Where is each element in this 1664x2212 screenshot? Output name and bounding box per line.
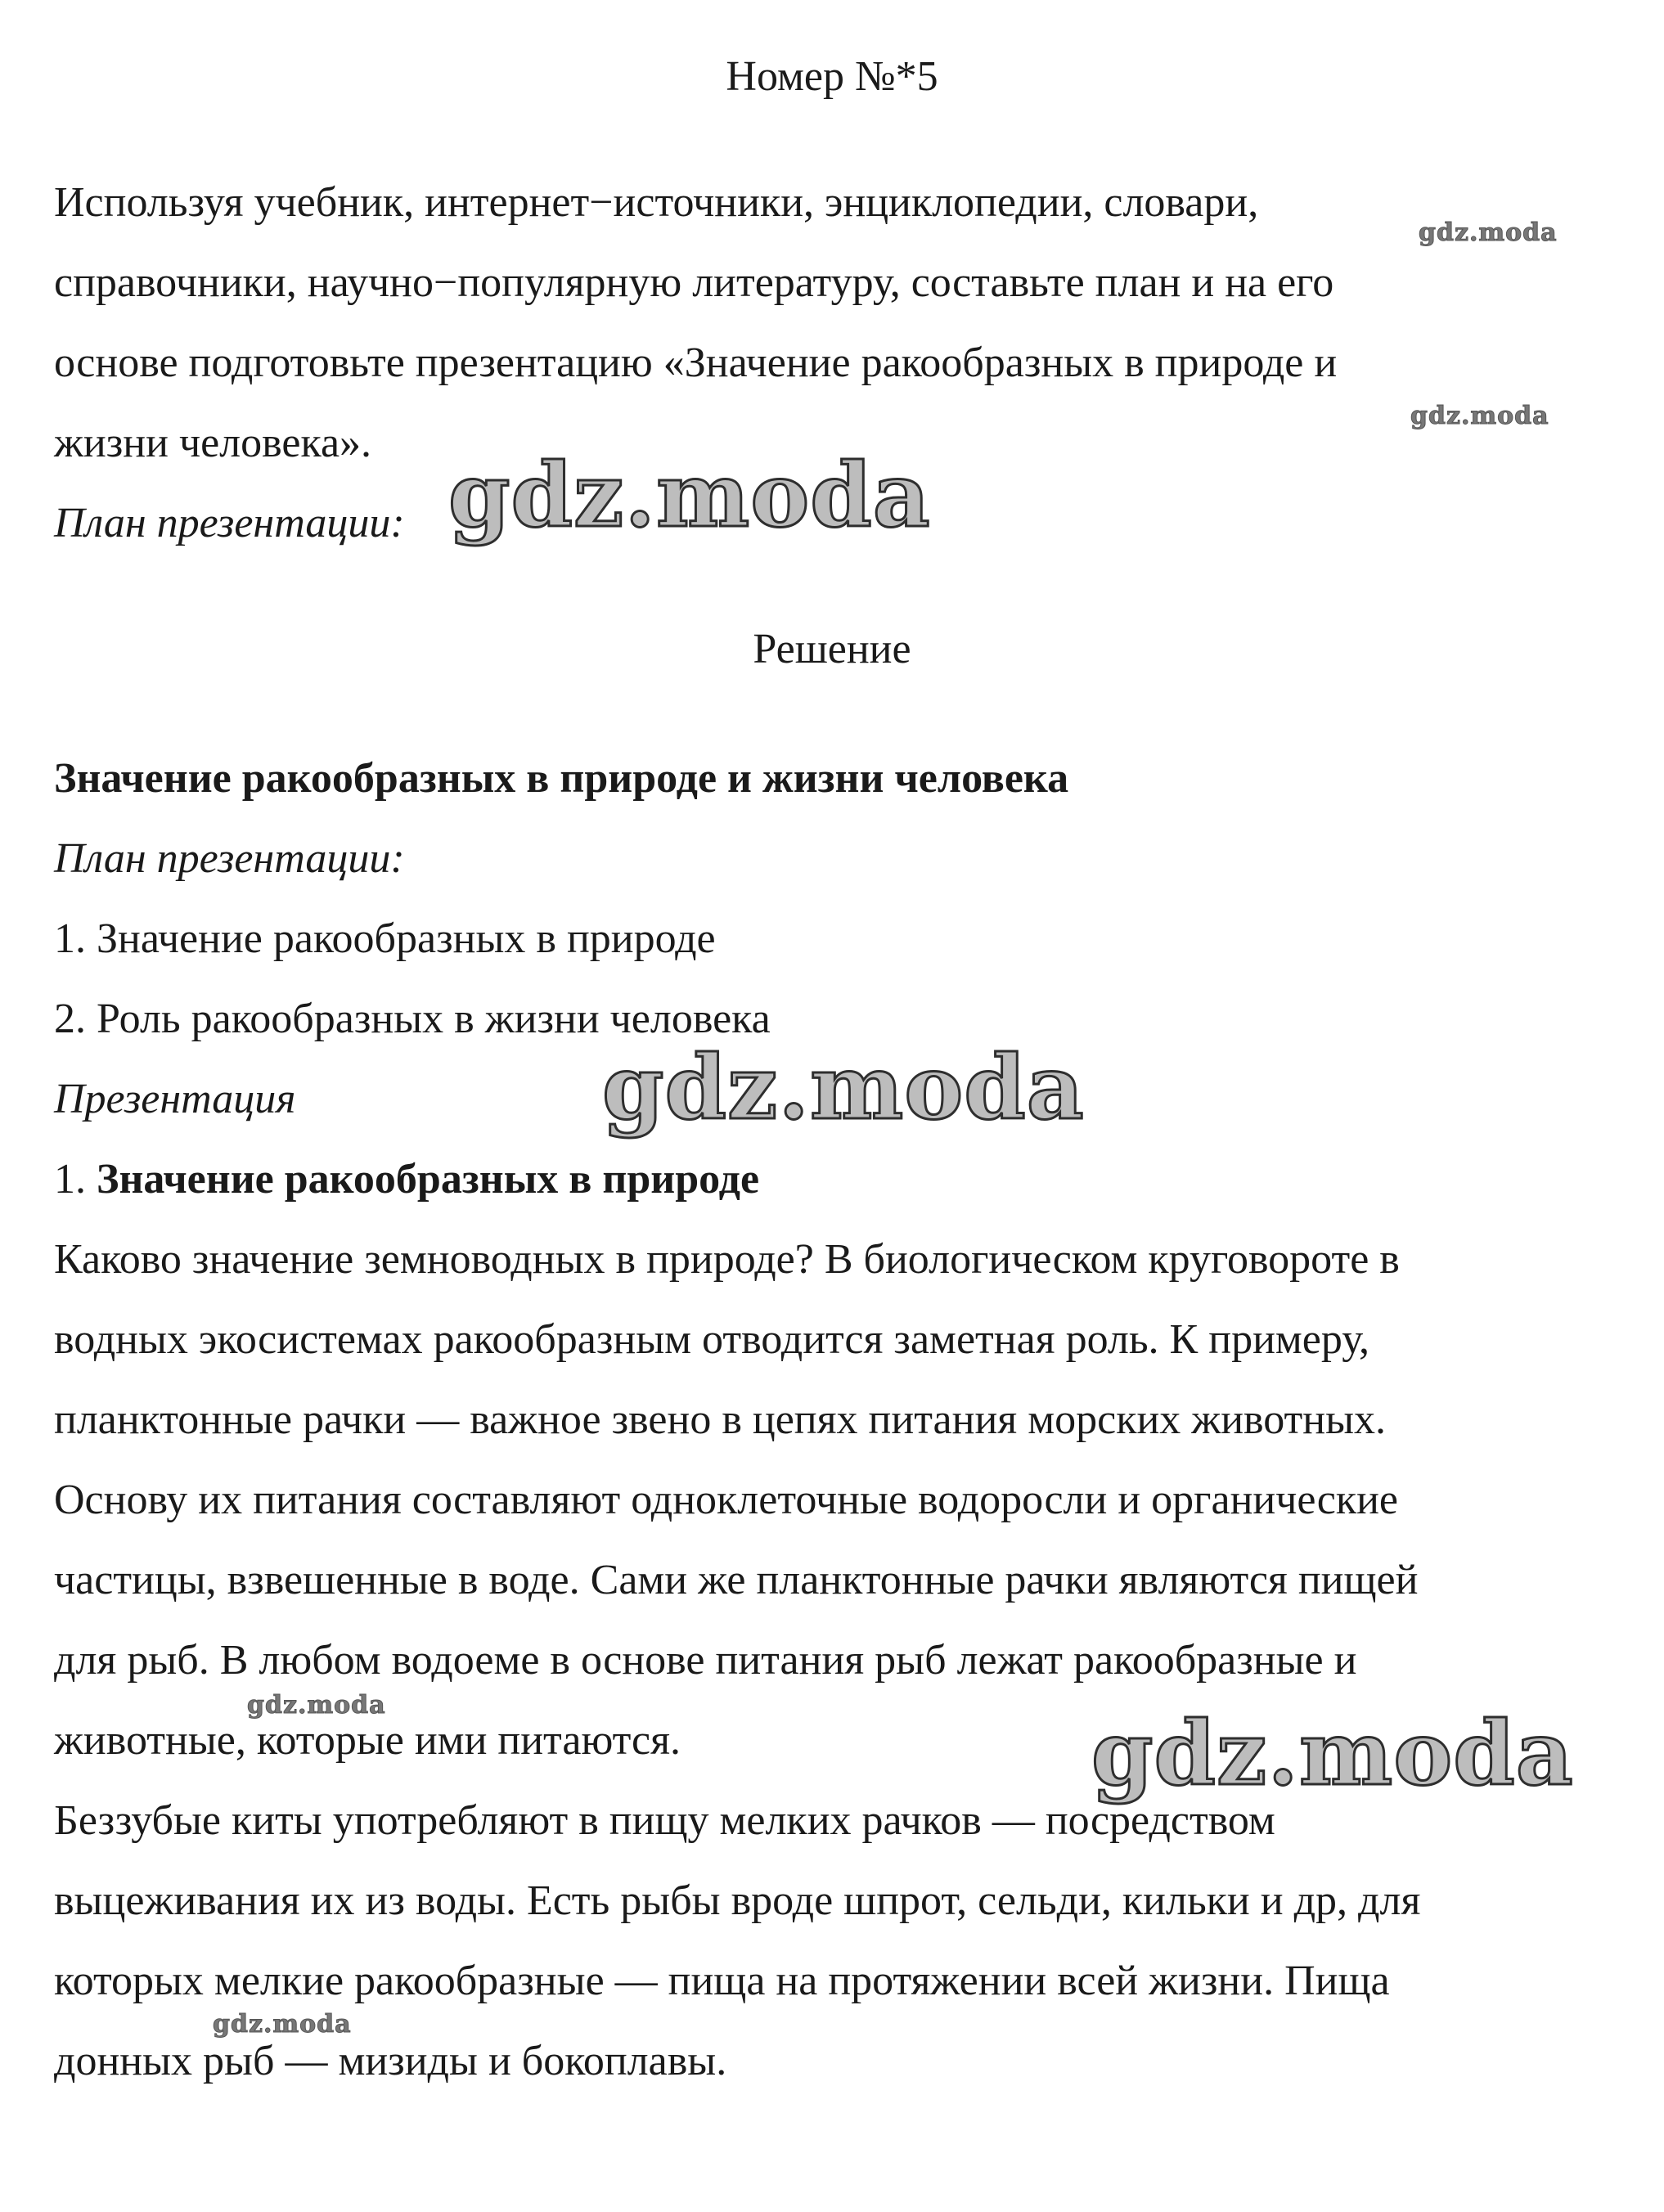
paragraph-1-line-7: животные, которые ими питаются.	[54, 1717, 681, 1764]
paragraph-2-line-3: которых мелкие ракообразные — пища на протяжении всей жизни. Пища	[54, 1958, 1390, 2004]
plan-item-2: 2. Роль ракообразных в жизни человека	[54, 996, 771, 1042]
paragraph-1-line-6: для рыб. В любом водоеме в основе питания рыб лежат ракообразные и	[54, 1637, 1357, 1684]
paragraph-1-line-3: планктонные рачки — важное звено в цепях питания морских животных.	[54, 1396, 1387, 1443]
paragraph-2-line-4: донных рыб — мизиды и бокоплавы.	[54, 2038, 727, 2084]
paragraph-1-line-1: Каково значение земноводных в природе? В биологическом круговороте в	[54, 1236, 1400, 1283]
paragraph-1-line-2: водных экосистемах ракообразным отводится заметная роль. К примеру,	[54, 1316, 1369, 1363]
section-1-heading	[54, 1155, 759, 1204]
presentation-label: Презентация	[54, 1076, 296, 1122]
watermark-small-3: gdz.moda	[247, 1691, 386, 1720]
section-1-title: Значение ракообразных в природе	[97, 1156, 760, 1203]
solution-plan-label: План презентации:	[54, 835, 405, 882]
solution-heading: Решение	[753, 626, 911, 672]
page-title: Номер №*5	[726, 53, 938, 100]
watermark-large-2: gdz.moda	[602, 1036, 1085, 1140]
section-1-number: 1.	[54, 1156, 97, 1203]
watermark-small-4: gdz.moda	[213, 2010, 352, 2039]
plan-item-1: 1. Значение ракообразных в природе	[54, 915, 716, 962]
watermark-small-2: gdz.moda	[1410, 402, 1549, 430]
paragraph-2-line-1: Беззубые киты употребляют в пищу мелких рачков — посредством	[54, 1797, 1275, 1844]
solution-topic: Значение ракообразных в природе и жизни человека	[54, 755, 1069, 802]
paragraph-2-line-2: выцеживания их из воды. Есть рыбы вроде шпрот, сельди, кильки и др, для	[54, 1877, 1421, 1924]
watermark-large-1: gdz.moda	[448, 444, 931, 547]
task-line-3: основе подготовьте презентацию «Значение ракообразных в природе и	[54, 339, 1338, 386]
task-line-2: справочники, научно−популярную литературу, составьте план и на его	[54, 259, 1334, 306]
task-line-1: Используя учебник, интернет−источники, энциклопедии, словари,	[54, 179, 1259, 226]
paragraph-1-line-4: Основу их питания составляют одноклеточные водоросли и органические	[54, 1477, 1399, 1523]
task-line-4: жизни человека».	[54, 420, 372, 466]
watermark-small-1: gdz.moda	[1419, 218, 1558, 247]
watermark-large-3: gdz.moda	[1091, 1702, 1574, 1805]
task-plan-label: План презентации:	[54, 500, 405, 546]
paragraph-1-line-5: частицы, взвешенные в воде. Сами же планктонные рачки являются пищей	[54, 1557, 1419, 1603]
